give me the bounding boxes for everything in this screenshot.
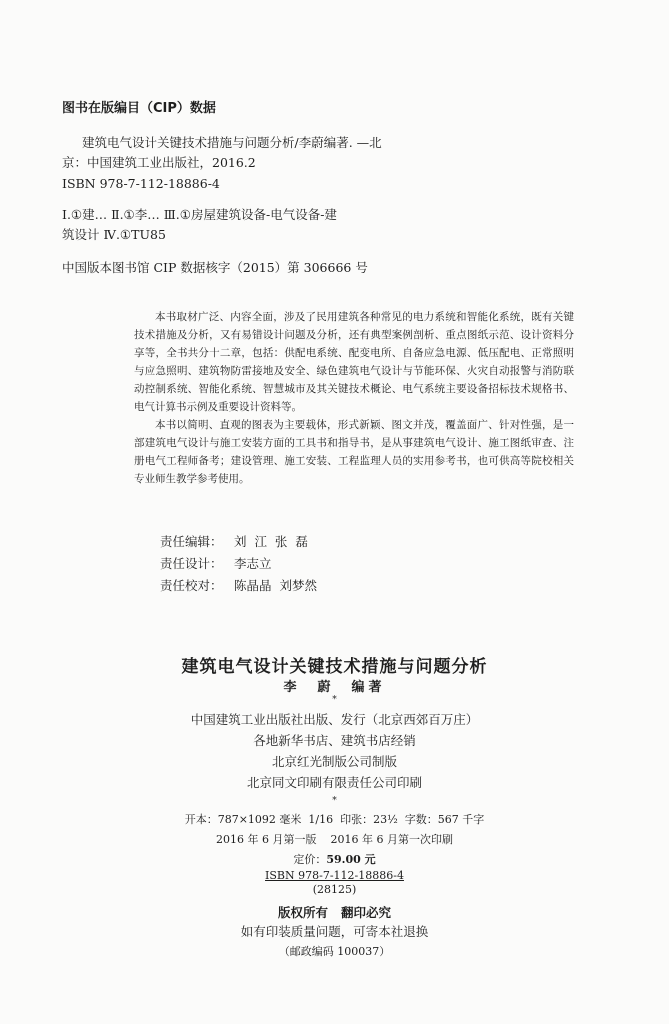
distributor-line: 各地新华书店、建筑书店经销 xyxy=(253,733,416,748)
cip-line-isbn: ISBN 978-7-112-18886-4 xyxy=(62,176,220,191)
separator-star-1: * xyxy=(332,695,337,705)
book-title: 建筑电气设计关键技术措施与问题分析 xyxy=(181,657,488,677)
cip-line-classification: Ⅰ.①建… Ⅱ.①李… Ⅲ.①房屋建筑设备-电气设备-建 xyxy=(62,207,337,222)
cip-line-publisher: 京：中国建筑工业出版社，2016.2 xyxy=(62,155,256,170)
postcode-line: （邮政编码 100037） xyxy=(278,945,391,958)
isbn-line: ISBN 978-7-112-18886-4 xyxy=(265,869,404,882)
separator-star-2: * xyxy=(332,796,337,806)
specs-line: 开本：787×1092 毫米 1/16 印张：23½ 字数：567 千字 xyxy=(184,813,485,826)
editor-value: 刘 江 张 磊 xyxy=(234,534,308,549)
return-notice-line: 如有印装质量问题，可寄本社退换 xyxy=(240,924,429,939)
proof-value: 陈晶晶 刘梦然 xyxy=(234,578,317,593)
rights-line: 版权所有 翻印必究 xyxy=(277,905,392,920)
price-label: 定价： xyxy=(293,853,327,866)
design-value: 李志立 xyxy=(234,556,272,571)
cip-catalog-number: 中国版本图书馆 CIP 数据核字（2015）第 306666 号 xyxy=(62,260,368,275)
publisher-line: 中国建筑工业出版社出版、发行（北京西郊百万庄） xyxy=(190,712,479,727)
summary-paragraph-2: 本书以简明、直观的图表为主要载体，形式新颖、图文并茂，覆盖面广、针对性强，是一部建筑电气设计与施工安装方面的工具书和指导书，是从事建筑电气设计、施工图纸审查、注册电气工程师备考；建设管理、施工安装、工程监理人员的实用参考书，也可供高等院校相关专业师生教学参考使用。 xyxy=(134,419,574,485)
editor-label: 责任编辑： xyxy=(160,534,223,549)
platemaker-line: 北京红光制版公司制版 xyxy=(271,754,397,769)
price-value: 59.00 元 xyxy=(326,853,376,866)
staff-design xyxy=(160,554,272,572)
summary-paragraph-1: 本书取材广泛、内容全面，涉及了民用建筑各种常见的电力系统和智能化系统，既有关键技术措施及分析，又有易错设计问题及分析，还有典型案例剖析、重点图纸示范、设计资料分享等，全书共分十二章，包括：供配电系统、配变电所、自备应急电源、低压配电、正常照明与应急照明、建筑物防雷接地及安全、绿色建筑电气设计与节能环保、火灾自动报警与消防联动控制系统、智能化系统、智慧城市及其关键技术概论、电气系统主要设备招标技术规格书、电气计算书示例及重要设计资料等。 xyxy=(134,311,574,413)
book-summary xyxy=(134,308,574,488)
price-line xyxy=(0,851,669,867)
book-author: 李 蔚 编著 xyxy=(283,680,386,695)
edition-line: 2016 年 6 月第一版 2016 年 6 月第一次印刷 xyxy=(216,833,453,846)
design-label: 责任设计： xyxy=(160,556,223,571)
cip-heading: 图书在版编目（CIP）数据 xyxy=(62,101,216,116)
cip-line-title: 建筑电气设计关键技术措施与问题分析/李蔚编著. —北 xyxy=(82,135,382,150)
staff-proof xyxy=(160,576,317,594)
cip-line-classification-cont: 筑设计 Ⅳ.①TU85 xyxy=(62,227,166,242)
staff-editor xyxy=(160,532,308,550)
proof-label: 责任校对： xyxy=(160,578,223,593)
printer-line: 北京同文印刷有限责任公司印刷 xyxy=(246,775,422,790)
code-line: (28125) xyxy=(312,883,357,896)
